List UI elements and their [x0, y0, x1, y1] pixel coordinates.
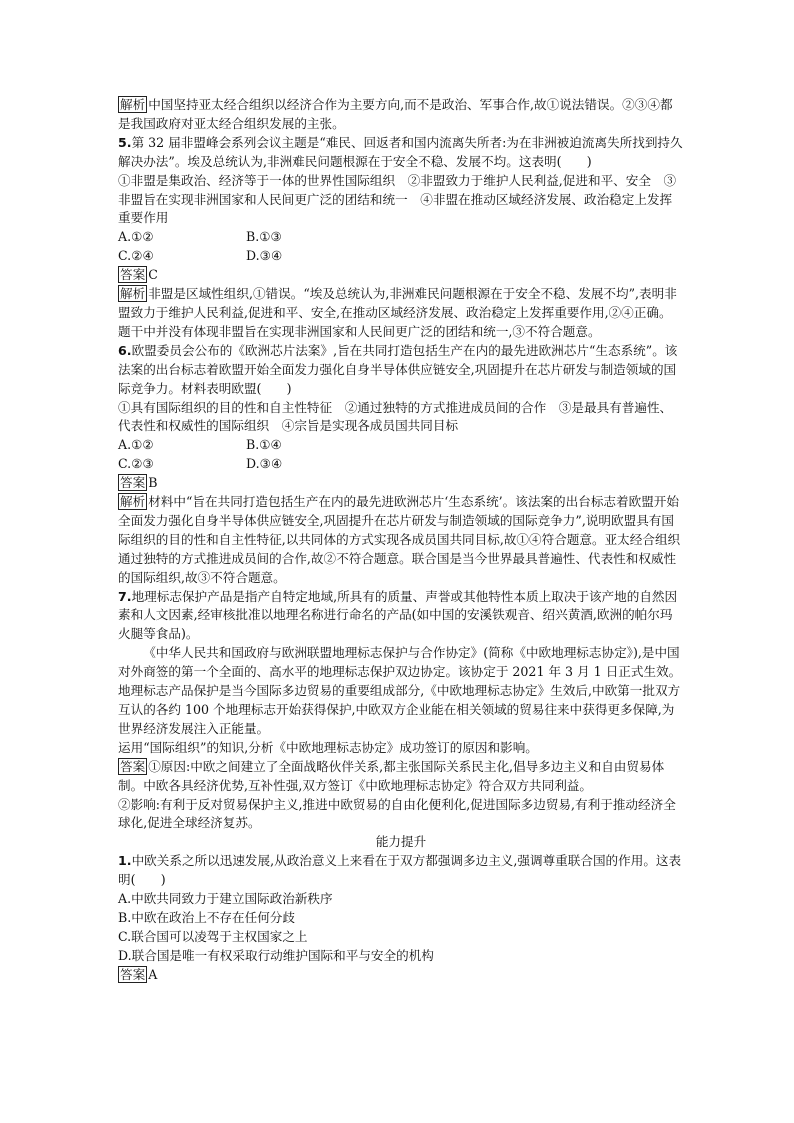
question-1-stem [118, 852, 684, 890]
option-a: A.①② [118, 437, 154, 453]
options-row [118, 228, 684, 247]
question-text: 欧盟委员会公布的《欧洲芯片法案》,旨在共同打造包括生产在内的最先进欧洲芯片“生态系统”。该法案的出台标志着欧盟开始全面发力强化自身半导体供应链安全,巩固提升在芯片研发与制造领域的国际竞争力。材料表明欧盟( ) [118, 342, 678, 396]
question-6-statements: ①具有国际组织的目的性和自主性特征 ②通过独特的方式推进成员间的合作 ③是最具有普遍性、代表性和权威性的国际组织 ④宗旨是实现各成员国共同目标 [118, 399, 673, 434]
answer-value: A [148, 966, 158, 982]
answer-tag: 答案 [120, 758, 146, 774]
analysis-tag: 解析 [120, 494, 146, 510]
option-a: A.中欧共同致力于建立国际政治新秩序 [118, 891, 333, 907]
answer-line [118, 966, 684, 985]
question-number: 7. [118, 588, 132, 604]
analysis-paragraph [118, 493, 684, 588]
question-7-stem [118, 588, 684, 645]
question-number: 6. [118, 342, 132, 358]
analysis-text: 材料中“旨在共同打造包括生产在内的最先进欧洲芯片‘生态系统’。该法案的出台标志着欧盟开始全面发力强化自身半导体供应链安全,巩固提升在芯片研发与制造领域的国际竞争力”,说明欧盟具有国际组织的目的性和自主性特征,以共同体的方式实现各成员国共同目标,故①④符合题意。亚太经合组织通过独特的方式推进成员间的合作,故②不符合题意。联合国是当今世界最具普遍性、代表性和权威性的国际组织,故③不符合题意。 [118, 494, 681, 585]
question-7-material: 《中华人民共和国政府与欧洲联盟地理标志保护与合作协定》(简称《中欧地理标志协定》),是中国对外商签的第一个全面的、高水平的地理标志保护双边协定。该协定于 2021 年 3 月 1 日正式生效。地理标志产品保护是当今国际多边贸易的重要组成部分,《中欧地理标志协定》生效后,中欧第一批双方互认的各约 100 个地理标志开始获得保护,中欧双方企业能在相关领域的贸易往来中获得更多保障,为世界经济发展注入正能量。 [118, 645, 682, 736]
analysis-tag: 解析 [120, 97, 146, 112]
analysis-text: 非盟是区域性组织,①错误。“埃及总统认为,非洲难民问题根源在于安全不稳、发展不均”,表明非盟致力于维护人民利益,促进和平、安全,在推动区域经济发展、政治稳定上发挥重要作用,②④正确。题干中并没有体现非盟旨在实现非洲国家和人民间更广泛的团结和统一,③不符合题意。 [118, 286, 677, 339]
answer-line [118, 266, 684, 285]
answer-text: ①原因:中欧之间建立了全面战略伙伴关系,都主张国际关系民主化,倡导多边主义和自由贸易体制。中欧各具经济优势,互补性强,双方签订《中欧地理标志协定》符合双方共同利益。 [118, 758, 665, 793]
answer-paragraph [118, 758, 684, 796]
answer-line [118, 474, 684, 493]
question-text: 地理标志保护产品是指产自特定地域,所具有的质量、声誉或其他特性本质上取决于该产地的自然因素和人文因素,经审核批准以地理名称进行命名的产品(如中国的安溪铁观音、绍兴黄酒,欧洲的帕尔玛火腿等食品)。 [118, 588, 678, 642]
option-d: D.联合国是唯一有权采取行动维护国际和平与安全的机构 [118, 947, 434, 963]
option-b: B.中欧在政治上不存在任何分歧 [118, 909, 295, 925]
answer-tag: 答案 [120, 475, 146, 491]
section-heading: 能力提升 [375, 834, 427, 850]
option-b: B.①③ [246, 229, 282, 245]
answer-continuation: ②影响:有利于反对贸易保护主义,推进中欧贸易的自由化便利化,促进国际多边贸易,有利于推动经济全球化,促进全球经济复苏。 [118, 796, 676, 831]
analysis-paragraph [118, 96, 684, 134]
answer-value: C [148, 267, 158, 283]
option-c: C.联合国可以凌驾于主权国家之上 [118, 928, 308, 944]
options-row [118, 455, 684, 474]
option-d: D.③④ [246, 456, 283, 472]
option-b: B.①④ [246, 437, 282, 453]
question-number: 5. [118, 134, 132, 150]
option-d: D.③④ [246, 248, 283, 264]
question-7-prompt: 运用“国际组织”的知识,分析《中欧地理标志协定》成功签订的原因和影响。 [118, 739, 538, 755]
options-row [118, 247, 684, 266]
option-a: A.①② [118, 229, 154, 245]
question-number: 1. [118, 853, 132, 869]
question-5-stem [118, 134, 684, 172]
question-text: 中欧关系之所以迅速发展,从政治意义上来看在于双方都强调多边主义,强调尊重联合国的作用。这表明( ) [118, 853, 682, 888]
analysis-paragraph [118, 285, 684, 342]
answer-value: B [148, 475, 158, 491]
answer-tag: 答案 [120, 966, 146, 982]
analysis-text: 中国坚持亚太经合组织以经济合作为主要方向,而不是政治、军事合作,故①说法错误。②③④都是我国政府对亚太经合组织发展的主张。 [118, 97, 673, 131]
document-page [118, 96, 684, 985]
answer-tag: 答案 [120, 267, 146, 283]
analysis-tag: 解析 [120, 286, 146, 302]
options-row [118, 436, 684, 455]
question-text: 第 32 届非盟峰会系列会议主题是“难民、回返者和国内流离失所者:为在非洲被迫流离失所找到持久解决办法”。埃及总统认为,非洲难民问题根源在于安全不稳、发展不均。这表明( ) [118, 134, 683, 169]
question-6-stem [118, 342, 684, 399]
question-5-statements: ①非盟是集政治、经济等于一体的世界性国际组织 ②非盟致力于维护人民利益,促进和平、安全 ③非盟旨在实现非洲国家和人民间更广泛的团结和统一 ④非盟在推动区域经济发展、政治稳定上发挥重要作用 [118, 172, 677, 226]
option-c: C.②③ [118, 456, 154, 472]
option-c: C.②④ [118, 248, 154, 264]
